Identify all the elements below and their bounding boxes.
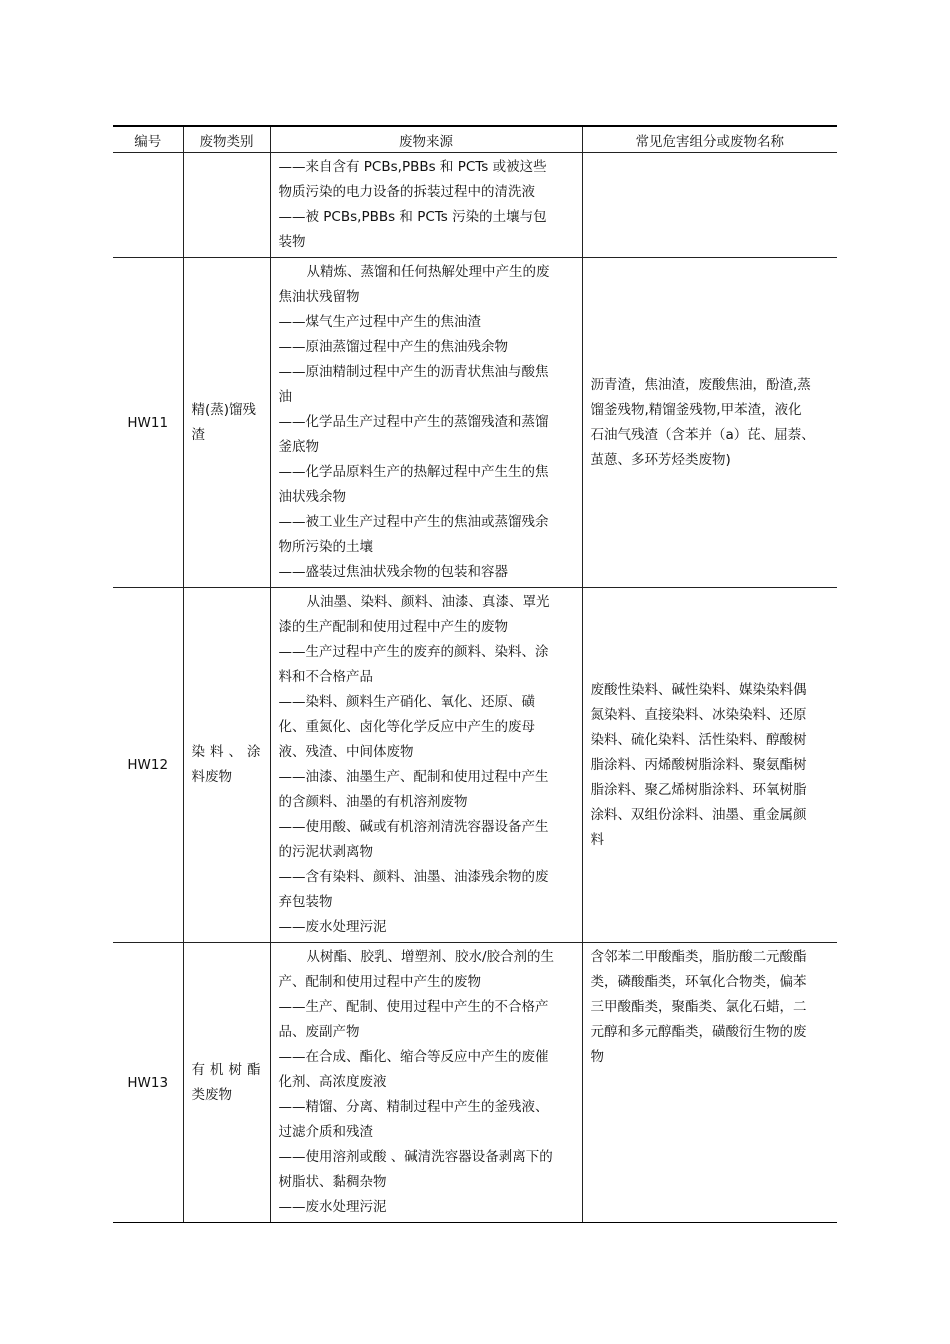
table-row: [113, 258, 837, 588]
component-line: 元醇和多元醇酯类，磺酸衍生物的废: [590, 1024, 807, 1040]
source-line: 弃包装物: [278, 894, 333, 910]
source-line: 树脂状、黏稠杂物: [278, 1174, 387, 1190]
header-source: 废物来源: [270, 126, 582, 153]
source-line: ——来自含有 PCBs,PBBs 和 PCTs 或被这些: [278, 159, 547, 175]
component-line: 涂料、双组份涂料、油墨、重金属颜: [590, 806, 807, 823]
table-row: [113, 943, 837, 1223]
component-line: 废酸性染料、碱性染料、媒染染料偶: [590, 681, 807, 698]
source-line: 油: [278, 389, 292, 405]
header-code: 编号: [113, 126, 183, 153]
source-line: ——使用溶剂或酸 、碱清洗容器设备剥离下的: [278, 1149, 553, 1165]
source-line: 液、残渣、中间体废物: [278, 744, 414, 760]
source-line: 从树酯、胶乳、增塑剂、胶水/胶合剂的生: [306, 949, 555, 965]
component-line: 类，磷酸酯类，环氧化合物类，偏苯: [590, 974, 807, 990]
source-line: ——化学品原料生产的热解过程中产生生的焦: [278, 464, 549, 480]
table-header-row: [113, 126, 837, 153]
row-code: [113, 153, 183, 258]
header-category: 废物类别: [183, 126, 270, 153]
source-line: 化、重氮化、卤化等化学反应中产生的废母: [278, 719, 535, 735]
component-line: 石油气残渣（含苯并（a）芘、屈萘、: [590, 426, 815, 443]
source-line: ——染料、颜料生产硝化、氧化、还原、磺: [278, 694, 535, 710]
category-line: 有机树酯: [191, 1061, 266, 1078]
source-line: ——油漆、油墨生产、配制和使用过程中产生: [278, 769, 549, 785]
source-line: ——原油蒸馏过程中产生的焦油残余物: [278, 339, 508, 355]
component-line: 脂涂料、丙烯酸树脂涂料、聚氨酯树: [590, 756, 807, 773]
row-components: [582, 588, 837, 943]
row-components: [582, 153, 837, 258]
row-components: [582, 943, 837, 1223]
component-line: 馏釜残物,精馏釜残物,甲苯渣，液化: [590, 401, 802, 418]
row-category: [183, 588, 270, 943]
source-line: 的污泥状剥离物: [278, 844, 373, 860]
category-line: 染料、涂: [191, 744, 266, 760]
source-line: 从精炼、蒸馏和任何热解处理中产生的废: [306, 264, 550, 280]
component-line: 料: [590, 831, 604, 848]
source-line: 装物: [278, 234, 306, 250]
row-code: HW11: [113, 258, 183, 588]
row-sources: [270, 258, 582, 588]
component-line: 脂涂料、聚乙烯树脂涂料、环氧树脂: [590, 781, 807, 798]
category-line: 渣: [191, 426, 205, 443]
source-line: 油状残余物: [278, 489, 346, 505]
source-line: 焦油状残留物: [278, 289, 360, 305]
source-line: ——含有染料、颜料、油墨、油漆残余物的废: [278, 869, 549, 885]
source-line: 产、配制和使用过程中产生的废物: [278, 974, 481, 990]
source-line: 化剂、高浓度废液: [278, 1074, 387, 1090]
category-line: 精(蒸)馏残: [191, 401, 257, 418]
category-line: 类废物: [191, 1086, 232, 1103]
source-line: ——被 PCBs,PBBs 和 PCTs 污染的土壤与包: [278, 209, 547, 225]
source-line: ——煤气生产过程中产生的焦油渣: [278, 314, 481, 330]
source-line: 物质污染的电力设备的拆装过程中的清洗液: [278, 184, 535, 200]
category-line: 料废物: [191, 769, 232, 785]
waste-table: [113, 125, 837, 1223]
row-sources: [270, 588, 582, 943]
component-line: 沥青渣，焦油渣，废酸焦油，酚渣,蒸: [590, 376, 811, 393]
component-line: 三甲酸酯类，聚酯类、氯化石蜡，二: [590, 999, 807, 1015]
source-line: 料和不合格产品: [278, 669, 373, 685]
component-line: 物: [590, 1049, 604, 1065]
source-line: 从油墨、染料、颜料、油漆、真漆、罩光: [306, 594, 550, 610]
source-line: 品、废副产物: [278, 1024, 360, 1040]
source-line: 物所污染的土壤: [278, 539, 373, 555]
source-line: ——原油精制过程中产生的沥青状焦油与酸焦: [278, 364, 549, 380]
row-sources: [270, 153, 582, 258]
row-sources: [270, 943, 582, 1223]
source-line: 漆的生产配制和使用过程中产生的废物: [278, 619, 508, 635]
source-line: ——被工业生产过程中产生的焦油或蒸馏残余: [278, 514, 549, 530]
component-line: 含邻苯二甲酸酯类，脂肪酸二元酸酯: [590, 949, 807, 965]
source-line: ——废水处理污泥: [278, 919, 387, 935]
row-category: [183, 943, 270, 1223]
component-line: 茧蒽、多环芳烃类废物): [590, 451, 731, 468]
component-line: 染料、硫化染料、活性染料、醇酸树: [590, 731, 807, 748]
source-line: ——废水处理污泥: [278, 1199, 387, 1215]
row-components: [582, 258, 837, 588]
row-category: [183, 258, 270, 588]
source-line: ——生产、配制、使用过程中产生的不合格产: [278, 999, 549, 1015]
source-line: 过滤介质和残渣: [278, 1124, 373, 1140]
source-line: ——生产过程中产生的废弃的颜料、染料、涂: [278, 644, 549, 660]
header-components: 常见危害组分或废物名称: [582, 126, 837, 153]
source-line: ——盛装过焦油状残余物的包装和容器: [278, 564, 508, 580]
source-line: ——使用酸、碱或有机溶剂清洗容器设备产生: [278, 819, 549, 835]
source-line: ——在合成、酯化、缩合等反应中产生的废催: [278, 1049, 549, 1065]
table-row: [113, 588, 837, 943]
source-line: ——化学品生产过程中产生的蒸馏残渣和蒸馏: [278, 414, 549, 430]
source-line: 釜底物: [278, 439, 319, 455]
component-line: 氮染料、直接染料、冰染染料、还原: [590, 706, 807, 723]
source-line: ——精馏、分离、精制过程中产生的釜残液、: [278, 1099, 549, 1115]
source-line: 的含颜料、油墨的有机溶剂废物: [278, 794, 468, 810]
row-category: [183, 153, 270, 258]
row-code: HW12: [113, 588, 183, 943]
row-code: HW13: [113, 943, 183, 1223]
table-row: [113, 153, 837, 258]
